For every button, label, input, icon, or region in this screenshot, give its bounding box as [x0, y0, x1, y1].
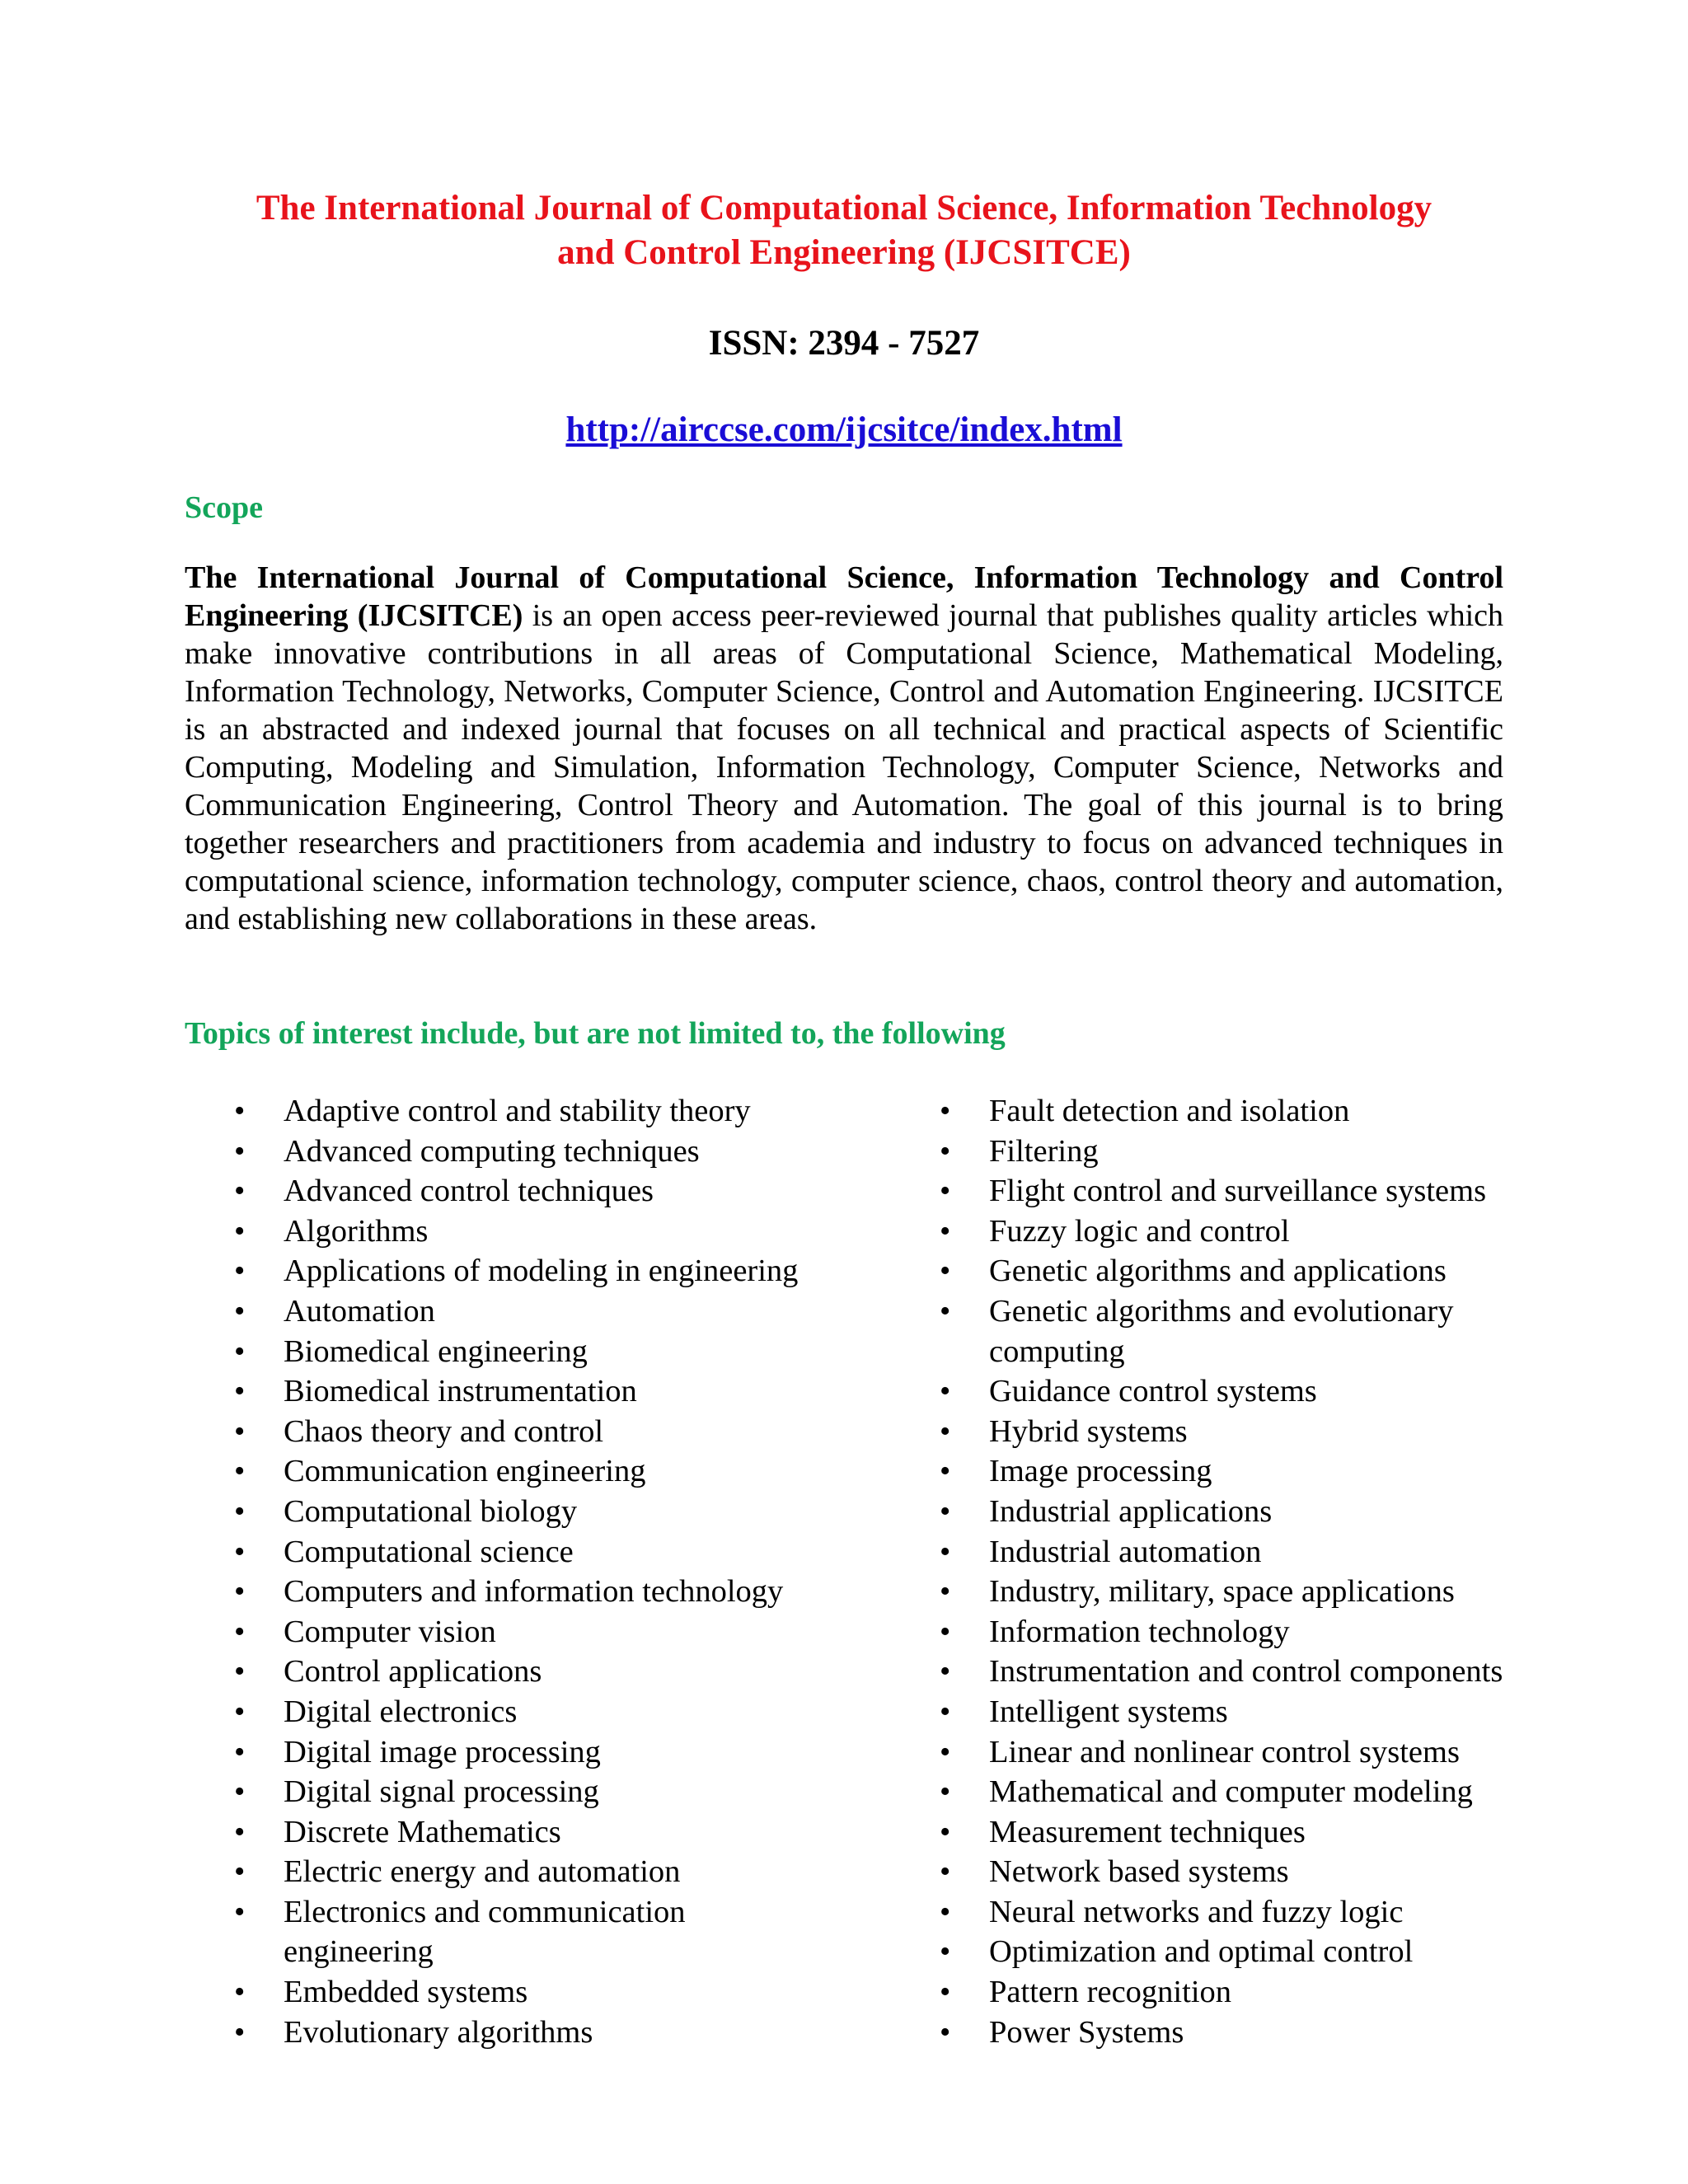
- topic-item: • Discrete Mathematics: [284, 1812, 811, 1853]
- topic-item: • Industry, military, space applications: [989, 1572, 1517, 1612]
- scope-paragraph: [185, 559, 1503, 938]
- topic-item: • Control applications: [284, 1652, 811, 1692]
- topic-item: • Genetic algorithms and applications: [989, 1251, 1517, 1291]
- journal-title-line-1: The International Journal of Computational Science, Information Technology: [256, 189, 1432, 227]
- topic-item: • Computational biology: [284, 1492, 811, 1532]
- scope-heading: Scope: [185, 490, 263, 525]
- topic-item: • Industrial automation: [989, 1532, 1517, 1572]
- topic-item: • Advanced control techniques: [284, 1171, 811, 1212]
- topic-item: • Evolutionary algorithms: [284, 2013, 811, 2053]
- topic-item: • Computer vision: [284, 1612, 811, 1652]
- topic-item: • Intelligent systems: [989, 1692, 1517, 1732]
- journal-title: [148, 186, 1540, 275]
- topics-heading: Topics of interest include, but are not limited to, the following: [185, 1016, 1006, 1051]
- scope-description: is an open access peer-reviewed journal that publishes quality articles which make innovative contributions in all areas of Computational Science, Mathematical Modeling, Information Technology, Networks, Computer Science, Control and Automation Engineering. IJCSITCE is an abstracted and indexed journal that focuses on all technical and practical aspects of Scientific Computing, Modeling and Simulation, Information Technology, Computer Science, Networks and Communication Engineering, Control Theory and Automation. The goal of this journal is to bring together researchers and practitioners from academia and industry to focus on advanced techniques in computational science, information technology, computer science, chaos, control theory and automation, and establishing new collaborations in these areas.: [185, 598, 1503, 936]
- topic-item: • Power Systems: [989, 2013, 1517, 2053]
- topic-item: • Algorithms: [284, 1212, 811, 1252]
- topic-item: • Biomedical engineering: [284, 1332, 811, 1372]
- topics-list-left: [284, 1091, 811, 2052]
- topic-item: • Optimization and optimal control: [989, 1932, 1517, 1972]
- topic-item: • Image processing: [989, 1451, 1517, 1492]
- topic-item: • Network based systems: [989, 1852, 1517, 1892]
- topic-item: • Computational science: [284, 1532, 811, 1572]
- topic-item: • Biomedical instrumentation: [284, 1371, 811, 1412]
- topic-item: • Information technology: [989, 1612, 1517, 1652]
- topic-item: • Chaos theory and control: [284, 1412, 811, 1452]
- topic-item: • Instrumentation and control components: [989, 1652, 1517, 1692]
- topic-item: • Computers and information technology: [284, 1572, 811, 1612]
- issn-number: ISSN: 2394 - 7527: [708, 324, 980, 363]
- topic-item: • Hybrid systems: [989, 1412, 1517, 1452]
- topic-item: • Communication engineering: [284, 1451, 811, 1492]
- topic-item: • Advanced computing techniques: [284, 1132, 811, 1172]
- topic-item: • Adaptive control and stability theory: [284, 1091, 811, 1132]
- topic-item: • Electronics and communication engineering: [284, 1892, 811, 1972]
- topic-item: • Embedded systems: [284, 1972, 811, 2013]
- journal-url-link[interactable]: http://airccse.com/ijcsitce/index.html: [565, 410, 1123, 449]
- topic-item: • Fuzzy logic and control: [989, 1212, 1517, 1252]
- topic-item: • Industrial applications: [989, 1492, 1517, 1532]
- topic-item: • Pattern recognition: [989, 1972, 1517, 2013]
- topic-item: • Digital electronics: [284, 1692, 811, 1732]
- topic-item: • Flight control and surveillance systems: [989, 1171, 1517, 1212]
- topic-item: • Digital image processing: [284, 1732, 811, 1773]
- topic-item: • Applications of modeling in engineering: [284, 1251, 811, 1291]
- topic-item: • Genetic algorithms and evolutionary computing: [989, 1291, 1517, 1371]
- topic-item: • Automation: [284, 1291, 811, 1332]
- topic-item: • Guidance control systems: [989, 1371, 1517, 1412]
- scope-journal-name: The International Journal of Computational Science, Information Technology and Control Engineering (IJCSITCE): [185, 560, 1503, 633]
- topic-item: • Measurement techniques: [989, 1812, 1517, 1853]
- journal-url: [0, 408, 1688, 452]
- topic-item: • Linear and nonlinear control systems: [989, 1732, 1517, 1773]
- topics-list-right: [989, 1091, 1517, 2052]
- topic-item: • Filtering: [989, 1132, 1517, 1172]
- topic-item: • Neural networks and fuzzy logic: [989, 1892, 1517, 1933]
- topic-item: • Digital signal processing: [284, 1772, 811, 1812]
- topic-item: • Electric energy and automation: [284, 1852, 811, 1892]
- journal-title-line-2: and Control Engineering (IJCSITCE): [557, 233, 1131, 272]
- topic-item: • Mathematical and computer modeling: [989, 1772, 1517, 1812]
- topic-item: • Fault detection and isolation: [989, 1091, 1517, 1132]
